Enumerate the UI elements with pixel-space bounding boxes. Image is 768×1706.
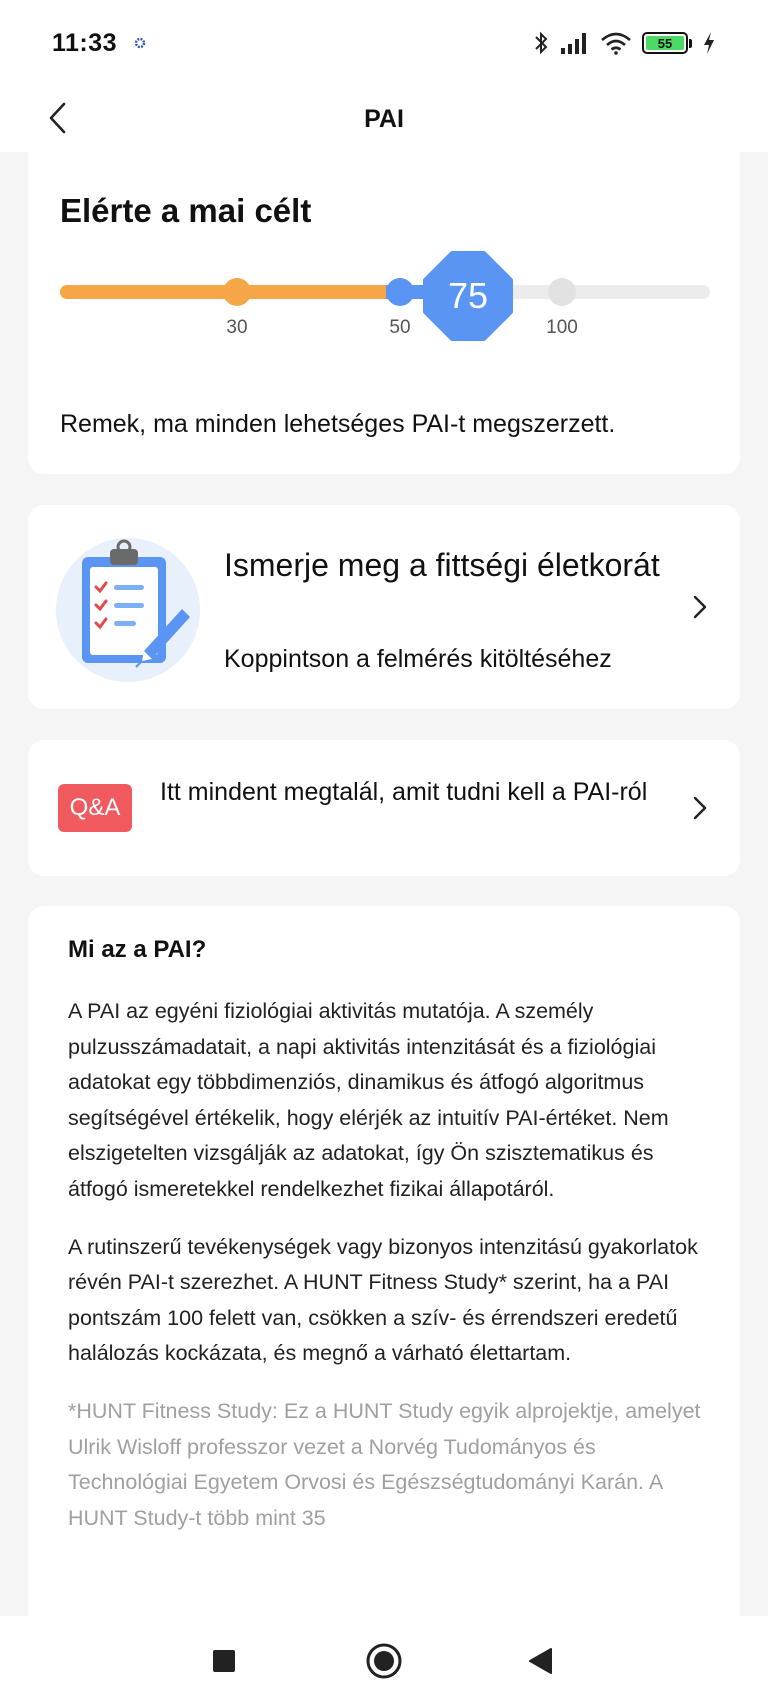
fitness-age-title: Ismerje meg a fittségi életkorát (224, 547, 660, 583)
recents-button[interactable] (204, 1641, 244, 1681)
info-body (68, 994, 718, 1558)
app-header (0, 86, 768, 152)
info-paragraph: A PAI az egyéni fiziológiai aktivitás mutatója. A személy pulzusszámadatait, a napi aktivitás intenzitását és a fiziológiai adatokat egy többdimenziós, dinamikus és átfogó algoritmus segítségével értékelik, hogy elérjék az intuitív PAI-értéket. Nem elszigetelten vizsgálják az adatokat, így Ön szisztematikus és átfogó ismeretekkel rendelkezhet fizikai állapotáról. (68, 999, 669, 1201)
clipboard-icon (56, 535, 206, 685)
system-nav-bar (0, 1616, 768, 1706)
current-pai-badge (422, 250, 514, 342)
tick-label-30: 30 (226, 317, 248, 338)
pai-progress-track (60, 285, 710, 299)
marker-100 (548, 278, 576, 306)
bluetooth-icon (532, 30, 550, 56)
goal-card (28, 152, 740, 474)
tick-label-50: 50 (389, 317, 411, 338)
qa-card[interactable] (28, 740, 740, 876)
chevron-right-icon (688, 595, 712, 619)
status-right (532, 30, 716, 56)
square-icon (211, 1648, 237, 1674)
home-button[interactable] (364, 1641, 404, 1681)
status-left (52, 29, 147, 58)
info-title: Mi az a PAI? (68, 936, 207, 963)
page-title: PAI (364, 104, 404, 133)
battery-body (642, 32, 688, 54)
info-footnote: *HUNT Fitness Study: Ez a HUNT Study egyik alprojektje, amelyet Ulrik Wisloff professzor vezet a Norvég Tudományos és Technológiai Egyetem Orvosi és Egészségtudományi Karán. A HUNT Study-t több mint 35 (68, 1398, 701, 1530)
qa-badge: Q&A (58, 784, 132, 832)
charging-icon (702, 31, 716, 55)
goal-description: Remek, ma minden lehetséges PAI-t megszerzett. (60, 410, 616, 438)
marker-50 (386, 278, 414, 306)
tick-label-100: 100 (546, 317, 578, 338)
qa-text: Itt mindent megtalál, amit tudni kell a PAI-ról (160, 778, 648, 806)
signal-icon (560, 31, 590, 55)
goal-title: Elérte a mai célt (60, 192, 312, 229)
status-bar (0, 0, 768, 86)
triangle-back-icon (526, 1646, 554, 1676)
marker-30 (223, 278, 251, 306)
fitness-age-card[interactable] (28, 505, 740, 709)
current-pai-value: 75 (447, 275, 489, 316)
info-card (28, 906, 740, 1626)
chevron-left-icon (48, 101, 68, 135)
status-time: 11:33 (52, 28, 118, 57)
info-paragraph: A rutinszerű tevékenységek vagy bizonyos intenzitású gyakorlatok révén PAI-t szerezhet. A HUNT Fitness Study* szerint, ha a PAI pontszám 100 felett van, csökken a szív- és érrendszeri eredetű halálozás kockázata, és megnő a várható élettartam. (68, 1234, 698, 1366)
notification-icon (133, 36, 147, 50)
back-button[interactable] (38, 98, 78, 138)
chevron-right-icon (688, 796, 712, 820)
back-nav-button[interactable] (520, 1641, 560, 1681)
circle-icon (365, 1642, 403, 1680)
battery-level: 55 (646, 36, 684, 50)
battery-indicator (642, 32, 692, 54)
battery-cap (689, 39, 692, 48)
wifi-icon (600, 31, 632, 55)
fitness-age-subtitle: Koppintson a felmérés kitöltéséhez (224, 645, 612, 673)
